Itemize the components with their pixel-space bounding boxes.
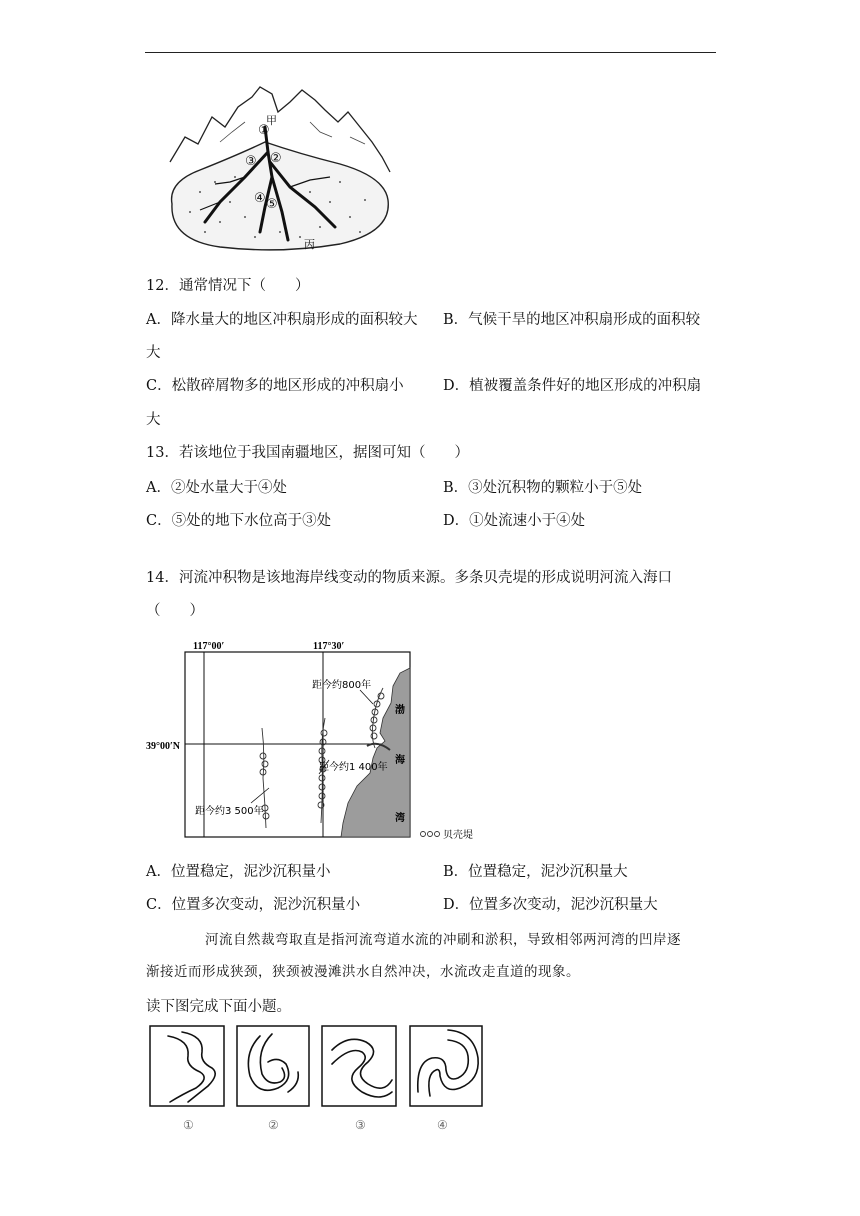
- passage-line-1: 河流自然裁弯取直是指河流弯道水流的冲刷和淤积，导致相邻两河湾的凹岸逐: [205, 932, 681, 948]
- meander-label-4: ④: [437, 1118, 448, 1132]
- instruction: 读下图完成下面小题。: [146, 999, 291, 1015]
- q12-stem: 12．通常情况下（ ）: [146, 278, 310, 294]
- sea-char-2: 海: [395, 755, 405, 766]
- shell-ridge-map: [145, 638, 500, 843]
- meander-label-3: ③: [355, 1118, 366, 1132]
- q13-option-a[interactable]: A．②处水量大于④处: [146, 480, 287, 496]
- q14-stem-wrap: （ ）: [146, 603, 204, 619]
- q14-stem: 14．河流冲积物是该地海岸线变动的物质来源。多条贝壳堤的形成说明河流入海口: [146, 570, 672, 586]
- q12-option-a[interactable]: A．降水量大的地区冲积扇形成的面积较大: [146, 312, 418, 328]
- alluvial-fan-figure: [160, 82, 405, 257]
- sea-char-3: 湾: [395, 813, 405, 824]
- fan-label-5: ⑤: [266, 197, 278, 212]
- q12-option-c[interactable]: C．松散碎屑物多的地区形成的冲积扇小: [146, 378, 404, 394]
- q14-option-a[interactable]: A．位置稳定，泥沙沉积量小: [146, 864, 331, 880]
- q12-option-b[interactable]: B．气候干旱的地区冲积扇形成的面积较: [443, 312, 701, 328]
- q12-option-b-wrap: 大: [146, 345, 161, 361]
- q14-option-b[interactable]: B．位置稳定，泥沙沉积量大: [443, 864, 628, 880]
- fan-label-jia: 甲: [266, 114, 277, 127]
- ridge-label-800: 距今约800年: [312, 680, 372, 691]
- map-lon-1: 117°00′: [193, 641, 225, 652]
- passage-line-2: 渐接近而形成狭颈，狭颈被漫滩洪水自然冲决，水流改走直道的现象。: [146, 964, 580, 980]
- fan-label-1: ①: [258, 123, 270, 138]
- q14-option-c[interactable]: C．位置多次变动，泥沙沉积量小: [146, 897, 361, 913]
- meander-label-1: ①: [183, 1118, 194, 1132]
- fan-label-bing: 丙: [304, 238, 315, 251]
- q12-option-d-wrap: 大: [146, 412, 161, 428]
- fan-label-3: ③: [245, 154, 257, 169]
- q13-stem: 13．若该地位于我国南疆地区，据图可知（ ）: [146, 445, 469, 461]
- q13-option-d[interactable]: D．①处流速小于④处: [443, 513, 586, 529]
- meander-label-2: ②: [268, 1118, 279, 1132]
- legend-shell-ridge: 贝壳堤: [443, 830, 473, 841]
- q13-option-c[interactable]: C．⑤处的地下水位高于③处: [146, 513, 332, 529]
- map-lon-2: 117°30′: [313, 641, 345, 652]
- q14-option-d[interactable]: D．位置多次变动，泥沙沉积量大: [443, 897, 658, 913]
- ridge-label-3500: 距今约3 500年: [195, 806, 264, 817]
- q13-option-b[interactable]: B．③处沉积物的颗粒小于⑤处: [443, 480, 643, 496]
- map-lat: 39°00′N: [146, 741, 181, 752]
- fan-label-2: ②: [270, 151, 282, 166]
- ridge-label-1400: 距今约1 400年: [319, 762, 388, 773]
- meander-figures: [148, 1022, 488, 1110]
- q12-option-d[interactable]: D．植被覆盖条件好的地区形成的冲积扇: [443, 378, 702, 394]
- sea-char-1: 渤: [395, 705, 405, 716]
- header-rule: [145, 52, 716, 53]
- fan-label-4: ④: [254, 191, 266, 206]
